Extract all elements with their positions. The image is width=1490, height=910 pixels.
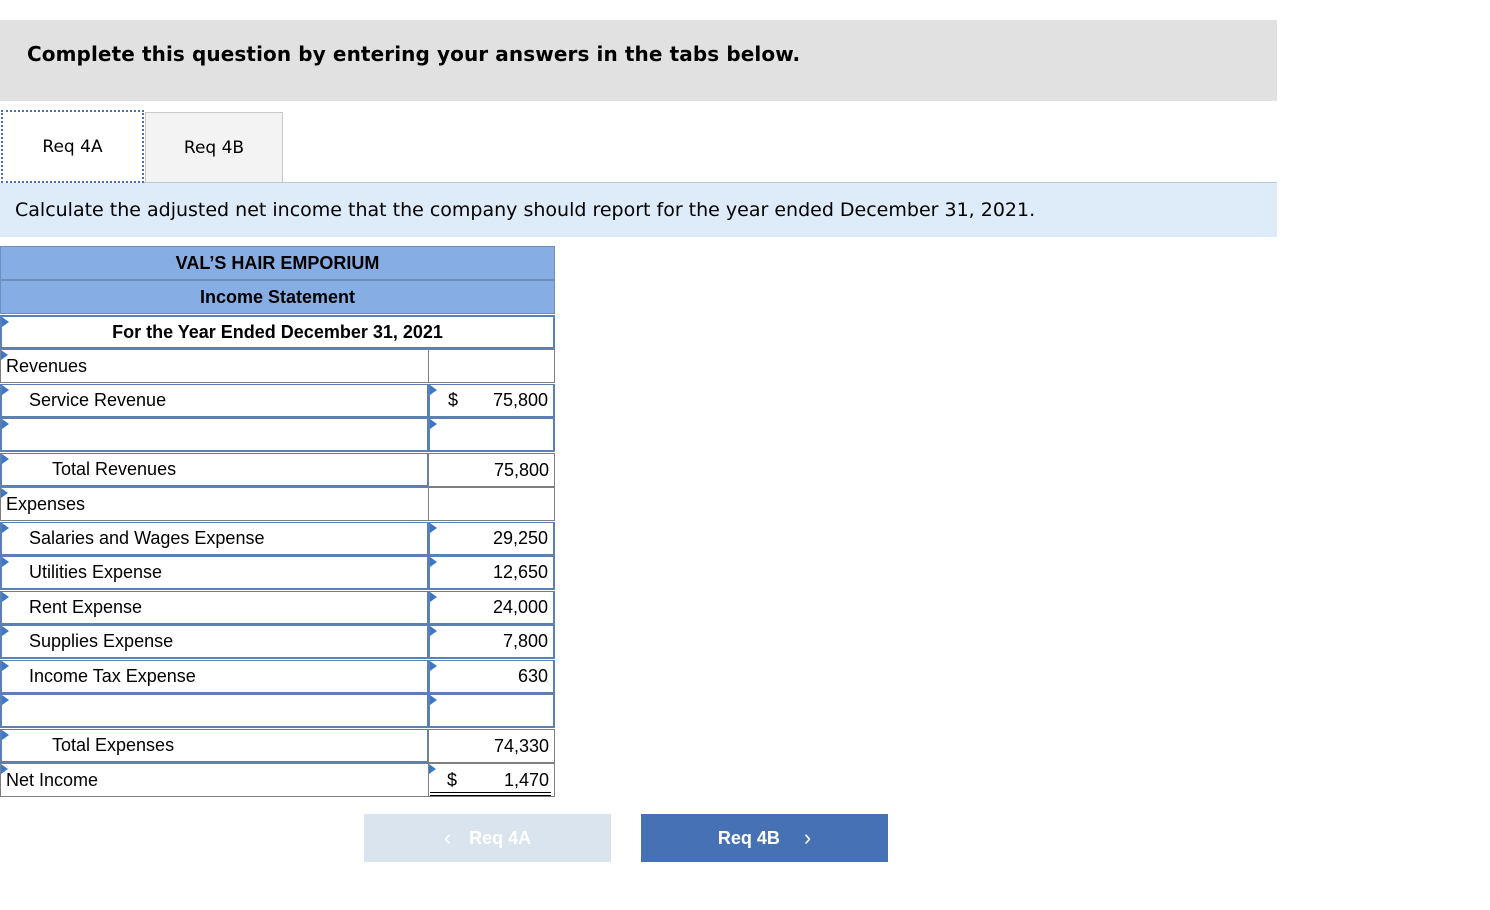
input-marker-icon bbox=[430, 385, 437, 395]
expense-amount-field[interactable] bbox=[428, 660, 555, 694]
total-revenues-field[interactable] bbox=[0, 453, 429, 487]
input-marker-icon bbox=[430, 557, 437, 567]
input-marker-icon bbox=[2, 626, 9, 636]
tab-req-4b[interactable] bbox=[145, 112, 283, 182]
total-expenses-value: 74,330 bbox=[493, 735, 549, 756]
prev-button-label: Req 4A bbox=[469, 827, 532, 848]
input-marker-icon bbox=[430, 626, 437, 636]
total-revenues-amount bbox=[428, 453, 555, 487]
header-instruction: Complete this question by entering your answers in the tabs below. bbox=[27, 42, 801, 66]
service-revenue-amount-field[interactable] bbox=[428, 384, 555, 418]
net-income-label: Net Income bbox=[6, 769, 99, 790]
statement-period-field[interactable] bbox=[0, 315, 555, 349]
next-req-button[interactable] bbox=[641, 814, 888, 862]
input-marker-icon bbox=[2, 385, 9, 395]
input-marker-icon bbox=[1, 350, 8, 360]
net-income-value: 1,470 bbox=[503, 769, 549, 790]
service-revenue-field[interactable] bbox=[0, 384, 429, 418]
input-marker-icon bbox=[2, 730, 9, 740]
expense-amount-field[interactable] bbox=[428, 522, 555, 556]
input-marker-icon bbox=[2, 317, 9, 327]
next-button-label: Req 4B bbox=[717, 827, 780, 848]
revenues-label-field[interactable] bbox=[0, 349, 429, 383]
input-marker-icon bbox=[2, 419, 9, 429]
total-revenues-value: 75,800 bbox=[493, 459, 549, 480]
chevron-right-icon: › bbox=[803, 825, 812, 850]
expense-amount: 24,000 bbox=[492, 597, 548, 617]
total-expenses-label: Total Expenses bbox=[52, 735, 175, 755]
expense-label: Salaries and Wages Expense bbox=[29, 528, 265, 548]
expense-row-field[interactable] bbox=[0, 660, 429, 694]
revenues-label: Revenues bbox=[6, 355, 88, 376]
total-revenues-label: Total Revenues bbox=[52, 459, 177, 479]
input-marker-icon bbox=[2, 592, 9, 602]
blank-expense-amount-field[interactable] bbox=[428, 694, 555, 728]
expense-amount: 7,800 bbox=[502, 631, 548, 651]
expense-label: Supplies Expense bbox=[29, 631, 174, 651]
blank-revenue-amount-field[interactable] bbox=[428, 418, 555, 452]
expense-amount-field[interactable] bbox=[428, 625, 555, 659]
expense-row-field[interactable] bbox=[0, 522, 429, 556]
expense-amount-field[interactable] bbox=[428, 556, 555, 590]
input-marker-icon bbox=[430, 592, 437, 602]
revenues-amount-field bbox=[428, 349, 555, 383]
blank-revenue-field[interactable] bbox=[0, 418, 429, 452]
expense-label: Utilities Expense bbox=[29, 562, 163, 582]
prev-req-button[interactable] bbox=[364, 814, 611, 862]
expense-amount: 12,650 bbox=[492, 562, 548, 582]
tab-label: Req 4B bbox=[183, 137, 245, 158]
tab-label: Req 4A bbox=[42, 136, 103, 157]
input-marker-icon bbox=[2, 661, 9, 671]
question-text: Calculate the adjusted net income that the company should report for the year ended December 31, 2021. bbox=[15, 199, 1036, 221]
net-income-field[interactable] bbox=[0, 763, 429, 797]
expense-amount-field[interactable] bbox=[428, 591, 555, 625]
expense-row-field[interactable] bbox=[0, 556, 429, 590]
input-marker-icon bbox=[1, 488, 8, 498]
statement-title: Income Statement bbox=[0, 280, 555, 314]
tab-req-4a[interactable] bbox=[1, 110, 144, 183]
service-revenue-amount: 75,800 bbox=[492, 390, 548, 410]
input-marker-icon bbox=[2, 557, 9, 567]
expense-row-field[interactable] bbox=[0, 591, 429, 625]
expenses-label: Expenses bbox=[6, 493, 86, 514]
total-expenses-field[interactable] bbox=[0, 729, 429, 763]
blank-expense-field[interactable] bbox=[0, 694, 429, 728]
input-marker-icon bbox=[430, 661, 437, 671]
total-expenses-amount bbox=[428, 729, 555, 763]
expense-label: Rent Expense bbox=[29, 597, 143, 617]
chevron-left-icon: ‹ bbox=[443, 825, 452, 850]
input-marker-icon bbox=[430, 419, 437, 429]
input-marker-icon bbox=[429, 764, 436, 774]
input-marker-icon bbox=[2, 454, 9, 464]
statement-period: For the Year Ended December 31, 2021 bbox=[112, 321, 443, 342]
currency-symbol: $ bbox=[448, 390, 459, 410]
expense-amount: 630 bbox=[517, 666, 548, 686]
input-marker-icon bbox=[1, 764, 8, 774]
double-underline bbox=[430, 792, 551, 796]
input-marker-icon bbox=[430, 695, 437, 705]
company-name: VAL’S HAIR EMPORIUM bbox=[0, 246, 555, 280]
input-marker-icon bbox=[2, 695, 9, 705]
currency-symbol: $ bbox=[447, 769, 458, 790]
service-revenue-label: Service Revenue bbox=[29, 390, 167, 410]
expense-label: Income Tax Expense bbox=[29, 666, 196, 686]
expenses-label-field[interactable] bbox=[0, 487, 429, 521]
expenses-amount-field bbox=[428, 487, 555, 521]
expense-amount: 29,250 bbox=[492, 528, 548, 548]
input-marker-icon bbox=[430, 523, 437, 533]
input-marker-icon bbox=[2, 523, 9, 533]
expense-row-field[interactable] bbox=[0, 625, 429, 659]
